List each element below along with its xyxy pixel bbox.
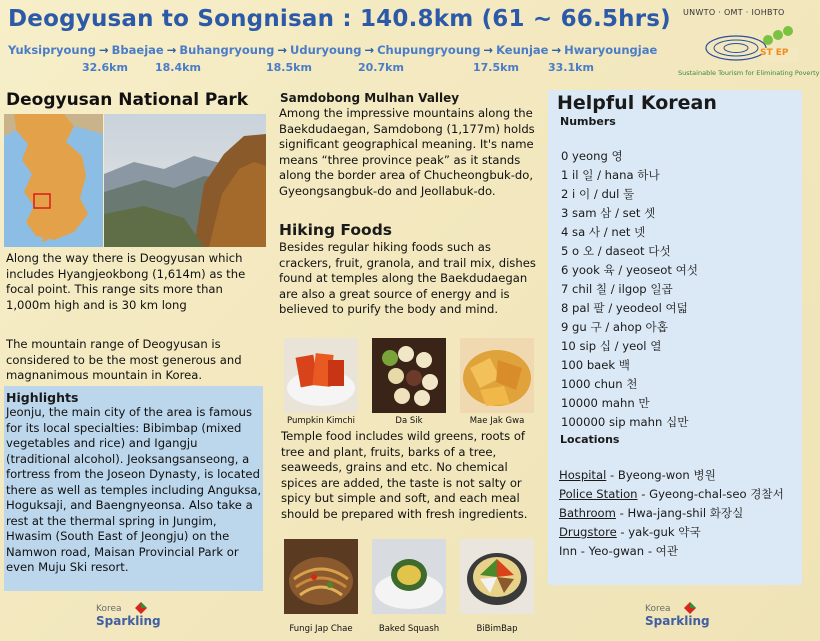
number-row: 4 sa 사 / net 넷 xyxy=(561,225,646,239)
number-row: 0 yeong 영 xyxy=(561,149,623,163)
deogyusan-paragraph-2: The mountain range of Deogyusan is considered to be the most generous and magnanimous mountain in Korea. xyxy=(6,337,242,382)
section-title-hiking-foods: Hiking Foods xyxy=(279,221,393,239)
locations-title: Locations xyxy=(560,433,620,446)
korea-map-image xyxy=(4,114,103,247)
number-row: 3 sam 삼 / set 셋 xyxy=(561,206,656,220)
route-distance: 18.4km xyxy=(155,61,201,74)
highlights-text: Jeonju, the main city of the area is famous for its local specialties: Bibimbap (mixed vegetables and rice) and Igangju (traditional alcohol). Jeoksangsanseong, a fortress from the Joseon Dynasty, is located there as well as temples including Anguksa, Hoguksaji, and Baengnyeonsa. Also take a rest at the thermal spring in Jungim, Hwasim (South East of Jeongju) on the Namwon road, Maisan Provincial Park or even Muju Ski resort. xyxy=(6,405,262,574)
korea-sparkling-logo-right: Korea Sparkling xyxy=(645,604,710,628)
route-distance: 17.5km xyxy=(473,61,519,74)
food-caption: BiBimBap xyxy=(476,624,518,634)
baked-squash-photo xyxy=(372,539,446,614)
number-row: 6 yook 육 / yeoseot 여섯 xyxy=(561,263,698,277)
section-title-samdobong: Samdobong Mulhan Valley xyxy=(280,91,460,105)
korea-sparkling-mark-icon xyxy=(683,601,697,615)
section-title-deogyusan: Deogyusan National Park xyxy=(6,90,249,110)
temple-food-paragraph: Temple food includes wild greens, roots of tree and plant, fruits, barks of a tree, seaweeds, grains and etc. No chemical spices are added, the taste is not salty or spicy but simple and soft, and each meal should be prepared with fresh ingredients. xyxy=(281,429,528,521)
number-row: 1000 chun 천 xyxy=(561,377,638,391)
logo-text: ST EP xyxy=(760,48,789,58)
fungi-jap-chae-photo xyxy=(284,539,358,614)
logo-caption: Sustainable Tourism for Eliminating Poverty xyxy=(678,69,820,77)
korea-sparkling-logo-left: Korea Sparkling xyxy=(96,604,161,628)
route-stop: Uduryoung xyxy=(290,43,362,57)
route-line xyxy=(8,43,657,57)
mae-jak-gwa-photo xyxy=(460,338,534,413)
section-title-helpful-korean: Helpful Korean xyxy=(557,92,717,114)
location-row: Bathroom - Hwa-jang-shil 화장실 xyxy=(559,506,744,520)
highlights-title: Highlights xyxy=(6,390,79,405)
arrow-right-icon: → xyxy=(166,43,177,57)
step-logo xyxy=(702,26,800,68)
food-caption: Fungi Jap Chae xyxy=(289,624,353,634)
hiking-foods-paragraph: Besides regular hiking foods such as crackers, fruit, granola, and trail mix, dishes found at temples along the Baekdudaegan are also a great source of energy and is believed to purify the body and mind. xyxy=(279,240,536,316)
arrow-right-icon: → xyxy=(99,43,109,57)
korea-sparkling-mark-icon xyxy=(134,601,148,615)
bibimbap-photo xyxy=(460,539,534,614)
number-row: 10000 mahn 만 xyxy=(561,396,650,410)
number-row: 8 pal 팔 / yeodeol 여덟 xyxy=(561,301,688,315)
number-row: 5 o 오 / daseot 다섯 xyxy=(561,244,671,258)
route-stop: Bbaejae xyxy=(111,43,164,57)
page-title: Deogyusan to Songnisan : 140.8km (61 ~ 66.5hrs) xyxy=(8,6,671,32)
route-distance: 33.1km xyxy=(548,61,594,74)
arrow-right-icon: → xyxy=(483,43,494,57)
number-row: 100 baek 백 xyxy=(561,358,631,372)
route-stop: Keunjae xyxy=(496,43,549,57)
location-row: Drugstore - yak-guk 약국 xyxy=(559,525,701,539)
route-stop: Yuksipryoung xyxy=(8,43,97,57)
number-row: 1 il 일 / hana 하나 xyxy=(561,168,660,182)
number-row: 9 gu 구 / ahop 아홉 xyxy=(561,320,668,334)
samdobong-paragraph: Among the impressive mountains along the Baekdudaegan, Samdobong (1,177m) holds significant geographical meaning. It's name means “three province peak” as it stands along the border area of Chucheongbuk-do, Gyeongsangbuk-do and Jeollabuk-do. xyxy=(279,106,535,198)
route-distance: 20.7km xyxy=(358,61,404,74)
number-row: 100000 sip mahn 십만 xyxy=(561,415,689,429)
pumpkin-kimchi-photo xyxy=(284,338,358,413)
food-caption: Pumpkin Kimchi xyxy=(286,416,356,426)
org-label: UNWTO · OMT · ІОНВТО xyxy=(683,8,785,17)
arrow-right-icon: → xyxy=(551,43,562,57)
route-stop: Chupungryoung xyxy=(377,43,481,57)
number-row: 2 i 이 / dul 둘 xyxy=(561,187,635,201)
food-caption: Baked Squash xyxy=(378,624,440,634)
deogyusan-paragraph-1: Along the way there is Deogyusan which includes Hyangjeokbong (1,614m) as the focal point. This range sits more than 1,000m high and is 30 km long xyxy=(6,251,246,312)
mountain-photo xyxy=(104,114,266,247)
route-stop: Buhangryoung xyxy=(179,43,275,57)
route-stop: Hwaryoungjae xyxy=(564,43,658,57)
route-distance: 32.6km xyxy=(82,61,128,74)
number-row: 10 sip 십 / yeol 열 xyxy=(561,339,662,353)
numbers-title: Numbers xyxy=(560,115,616,128)
food-caption: Mae Jak Gwa xyxy=(469,416,525,426)
food-caption: Da Sik xyxy=(395,416,423,426)
route-distance: 18.5km xyxy=(266,61,312,74)
arrow-right-icon: → xyxy=(277,43,288,57)
location-row: Inn - Yeo-gwan - 여관 xyxy=(559,544,679,558)
location-row: Police Station - Gyeong-chal-seo 경찰서 xyxy=(559,487,784,501)
number-row: 7 chil 칠 / ilgop 일곱 xyxy=(561,282,673,296)
location-row: Hospital - Byeong-won 병원 xyxy=(559,468,716,482)
arrow-right-icon: → xyxy=(364,43,375,57)
da-sik-photo xyxy=(372,338,446,413)
